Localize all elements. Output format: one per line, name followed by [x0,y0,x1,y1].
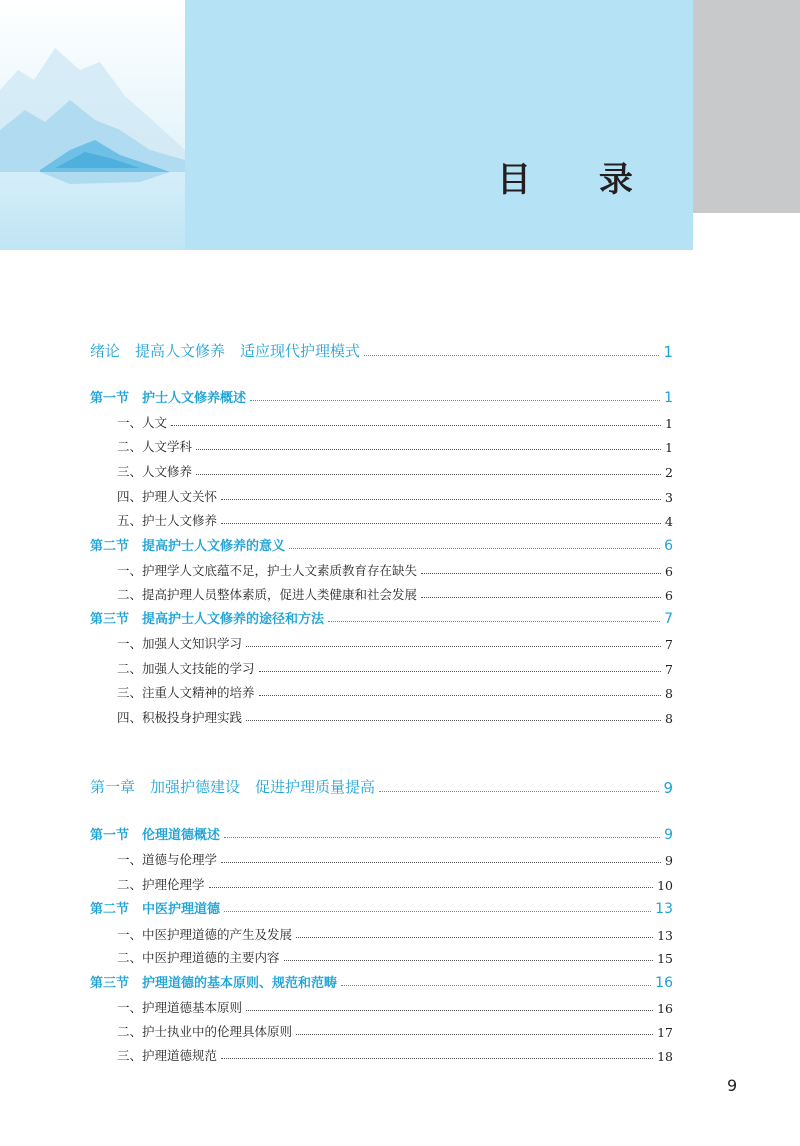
toc-page-number: 9 [665,853,673,868]
toc-section-label: 第三节 护理道德的基本原则、规范和范畴 [90,976,338,991]
toc-section[interactable] [90,608,673,627]
toc-page-number: 10 [657,878,673,893]
dot-leader [224,911,651,912]
page-title: 目 录 [497,160,661,200]
dot-leader [296,937,653,938]
toc-page-number: 18 [657,1049,673,1064]
toc-item-label: 一、护理学人文底蕴不足，护士人文素质教育存在缺失 [117,563,418,578]
toc-page-number: 1 [665,440,673,455]
toc-item-label: 三、人文修养 [117,464,193,479]
toc-item[interactable] [90,1022,673,1040]
toc-item[interactable] [90,998,673,1016]
dot-leader [259,695,662,696]
toc-page-number: 8 [665,686,673,701]
toc-item-label: 一、护理道德基本原则 [117,1000,243,1015]
toc-page-number: 16 [655,975,673,991]
dot-leader [196,449,661,450]
toc-section-label: 第二节 提高护士人文修养的意义 [90,539,286,554]
toc-item-label: 二、护理伦理学 [117,877,205,892]
toc-item[interactable] [90,487,673,505]
toc-page-number: 17 [657,1025,673,1040]
toc-item[interactable] [90,683,673,701]
toc-chapter-intro[interactable] [90,340,673,361]
dot-leader [379,791,659,792]
dot-leader [341,985,651,986]
toc-item[interactable] [90,561,673,579]
toc-item-label: 三、护理道德规范 [117,1048,218,1063]
toc-page-number: 4 [665,514,673,529]
gray-corner-tab [693,0,800,213]
dot-leader [246,646,661,647]
toc-page-number: 3 [665,490,673,505]
toc-chapter-label: 第一章 加强护德建设 促进护理质量提高 [90,778,376,796]
toc-item-label: 一、加强人文知识学习 [117,636,243,651]
dot-leader [284,960,654,961]
toc-section[interactable] [90,898,673,917]
toc-chapter-label: 绪论 提高人文修养 适应现代护理模式 [90,342,361,360]
toc-item[interactable] [90,1046,673,1064]
dot-leader [289,548,660,549]
toc-item-label: 三、注重人文精神的培养 [117,685,255,700]
toc-item[interactable] [90,437,673,455]
toc-page-number: 13 [657,928,673,943]
toc-page-number: 7 [664,611,673,627]
dot-leader [296,1034,653,1035]
toc-section[interactable] [90,824,673,843]
toc-item[interactable] [90,659,673,677]
toc-item[interactable] [90,875,673,893]
dot-leader [421,597,661,598]
dot-leader [224,837,660,838]
toc-item[interactable] [90,850,673,868]
toc-item[interactable] [90,585,673,603]
toc-page-number: 6 [665,588,673,603]
dot-leader [421,573,661,574]
toc-section[interactable] [90,387,673,406]
dot-leader [221,523,661,524]
dot-leader [246,720,661,721]
toc-section-label: 第三节 提高护士人文修养的途径和方法 [90,612,325,627]
toc-page-number: 8 [665,711,673,726]
toc-section[interactable] [90,972,673,991]
dot-leader [221,1058,653,1059]
toc-section-label: 第一节 伦理道德概述 [90,828,221,843]
dot-leader [246,1010,653,1011]
dot-leader [171,425,661,426]
toc-item-label: 一、道德与伦理学 [117,852,218,867]
toc-page-number: 1 [664,390,673,406]
toc-section[interactable] [90,535,673,554]
toc-item-label: 一、人文 [117,415,168,430]
dot-leader [209,887,654,888]
page-number: 9 [727,1076,738,1095]
toc-item-label: 二、人文学科 [117,439,193,454]
toc-item-label: 五、护士人文修养 [117,513,218,528]
toc-item-label: 二、护士执业中的伦理具体原则 [117,1024,293,1039]
toc-page-number: 6 [665,564,673,579]
toc-item[interactable] [90,511,673,529]
toc-page-number: 2 [665,465,673,480]
toc-page-number: 9 [664,827,673,843]
landscape-illustration [0,0,185,250]
toc-item-label: 二、加强人文技能的学习 [117,661,255,676]
toc-item[interactable] [90,708,673,726]
toc-page-number: 7 [665,662,673,677]
dot-leader [196,474,661,475]
toc-item-label: 四、护理人文关怀 [117,489,218,504]
dot-leader [364,355,659,356]
toc-section-label: 第二节 中医护理道德 [90,902,221,917]
toc-page-number: 13 [655,901,673,917]
toc-item[interactable] [90,413,673,431]
toc-page-number: 6 [664,538,673,554]
dot-leader [221,499,661,500]
toc-page-number: 9 [663,779,673,797]
toc-page-number: 1 [665,416,673,431]
toc-item[interactable] [90,925,673,943]
dot-leader [250,400,660,401]
dot-leader [221,862,661,863]
toc-item-label: 一、中医护理道德的产生及发展 [117,927,293,942]
toc-page-number: 7 [665,637,673,652]
toc-page-number: 1 [663,343,673,361]
dot-leader [259,671,662,672]
toc-item-label: 二、中医护理道德的主要内容 [117,950,280,965]
toc-chapter-1[interactable] [90,776,673,797]
dot-leader [328,621,660,622]
toc-item[interactable] [90,462,673,480]
toc-item-label: 四、积极投身护理实践 [117,710,243,725]
toc-page-number: 16 [657,1001,673,1016]
toc-item[interactable] [90,948,673,966]
toc-item[interactable] [90,634,673,652]
toc-section-label: 第一节 护士人文修养概述 [90,391,247,406]
toc-item-label: 二、提高护理人员整体素质，促进人类健康和社会发展 [117,587,418,602]
toc-page-number: 15 [657,951,673,966]
